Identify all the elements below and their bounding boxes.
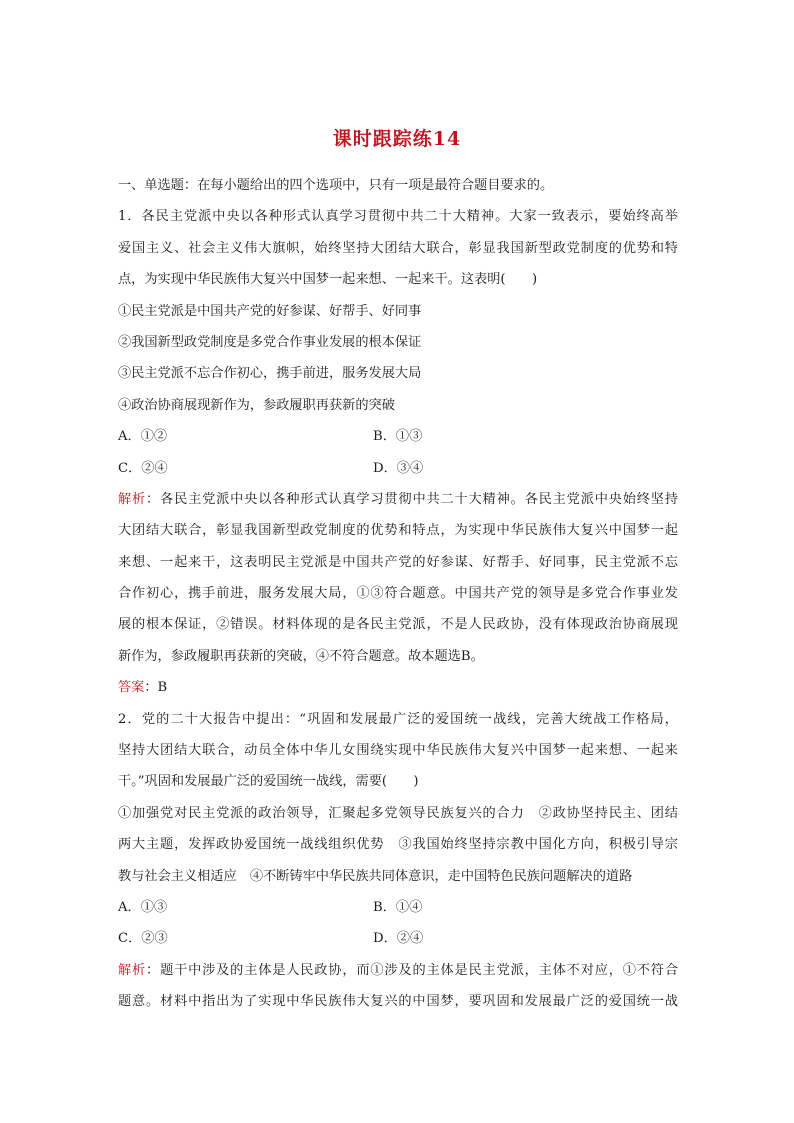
question-stem-line: 点，为实现中华民族伟大复兴中国梦一起来想、一起来干。这表明( ) bbox=[118, 272, 538, 288]
analysis-line: 大团结大联合，彰显我国新型政党制度的优势和特点，为实现中华民族伟大复兴中国梦一起 bbox=[118, 523, 678, 539]
question-stem-line: 1．各民主党派中央以各种形式认真学习贯彻中共二十大精神。大家一致表示，要始终高举 bbox=[118, 209, 678, 225]
analysis-line: 合作初心，携手前进，服务发展大局，①③符合题意。中国共产党的领导是多党合作事业发 bbox=[118, 586, 678, 602]
option-d: D．②④ bbox=[373, 931, 424, 947]
analysis-label: 解析 bbox=[118, 962, 147, 978]
answer-line bbox=[118, 672, 678, 703]
option-b: B．①④ bbox=[373, 899, 423, 915]
analysis-text: ：题干中涉及的主体是人民政协，而①涉及的主体是民主党派，主体不对应，①不符合 bbox=[146, 962, 678, 978]
statement-item: 教与社会主义相适应 ④不断铸牢中华民族共同体意识，走中国特色民族问题解决的道路 bbox=[118, 868, 633, 884]
options-row bbox=[118, 453, 678, 484]
option-d: D．③④ bbox=[373, 460, 424, 476]
document-body bbox=[118, 170, 678, 1018]
statement-item: ①加强党对民主党派的政治领导，汇聚起多党领导民族复兴的合力 ②政协坚持民主、团结 bbox=[118, 805, 678, 821]
analysis-line: 题意。材料中指出为了实现中华民族伟大复兴的中国梦，要巩固和发展最广泛的爱国统一战 bbox=[118, 994, 678, 1010]
option-c: C．②④ bbox=[118, 460, 168, 476]
answer-label: 答案 bbox=[118, 680, 145, 696]
answer-value: ：B bbox=[144, 680, 168, 696]
question-stem-line: 坚持大团结大联合，动员全体中华儿女围绕实现中华民族伟大复兴中国梦一起来想、一起来 bbox=[118, 743, 678, 759]
options-row bbox=[118, 421, 678, 452]
options-row bbox=[118, 923, 678, 954]
question-stem-line: 爱国主义、社会主义伟大旗帜，始终坚持大团结大联合，彰显我国新型政党制度的优势和特 bbox=[118, 240, 678, 256]
analysis-line: 新作为，参政履职再获新的突破，④不符合题意。故本题选B。 bbox=[118, 648, 484, 664]
analysis-line: 来想、一起来干，这表明民主党派是中国共产党的好参谋、好帮手、好同事，民主党派不忘 bbox=[118, 554, 678, 570]
statement-item: ④政治协商展现新作为，参政履职再获新的突破 bbox=[118, 397, 395, 413]
options-row bbox=[118, 892, 678, 923]
question-2 bbox=[118, 704, 678, 1018]
question-stem-line: 干。”巩固和发展最广泛的爱国统一战线，需要( ) bbox=[118, 774, 419, 790]
statement-item: ①民主党派是中国共产党的好参谋、好帮手、好同事 bbox=[118, 303, 422, 319]
option-a: A．①③ bbox=[118, 899, 168, 915]
question-stem-line: 2．党的二十大报告中提出：“巩固和发展最广泛的爱国统一战线，完善大统战工作格局， bbox=[118, 711, 678, 727]
statement-item: ②我国新型政党制度是多党合作事业发展的根本保证 bbox=[118, 334, 422, 350]
section-heading: 一、单选题：在每小题给出的四个选项中，只有一项是最符合题目要求的。 bbox=[118, 178, 554, 193]
analysis-text: ：各民主党派中央以各种形式认真学习贯彻中共二十大精神。各民主党派中央始终坚持 bbox=[146, 491, 678, 507]
analysis-label: 解析 bbox=[118, 491, 147, 507]
analysis-line bbox=[118, 484, 678, 515]
page-title: 课时跟踪练14 bbox=[332, 128, 462, 150]
option-b: B．①③ bbox=[373, 429, 423, 445]
analysis-line bbox=[118, 955, 678, 986]
statement-item: ③民主党派不忘合作初心，携手前进，服务发展大局 bbox=[118, 366, 422, 382]
statement-item: 两大主题，发挥政协爱国统一战线组织优势 ③我国始终坚持宗教中国化方向，积极引导宗 bbox=[118, 837, 678, 853]
analysis-line: 展的根本保证，②错误。材料体现的是各民主党派，不是人民政协，没有体现政治协商展现 bbox=[118, 617, 678, 633]
option-a: A．①② bbox=[118, 429, 168, 445]
option-c: C．②③ bbox=[118, 931, 168, 947]
question-1 bbox=[118, 201, 678, 703]
